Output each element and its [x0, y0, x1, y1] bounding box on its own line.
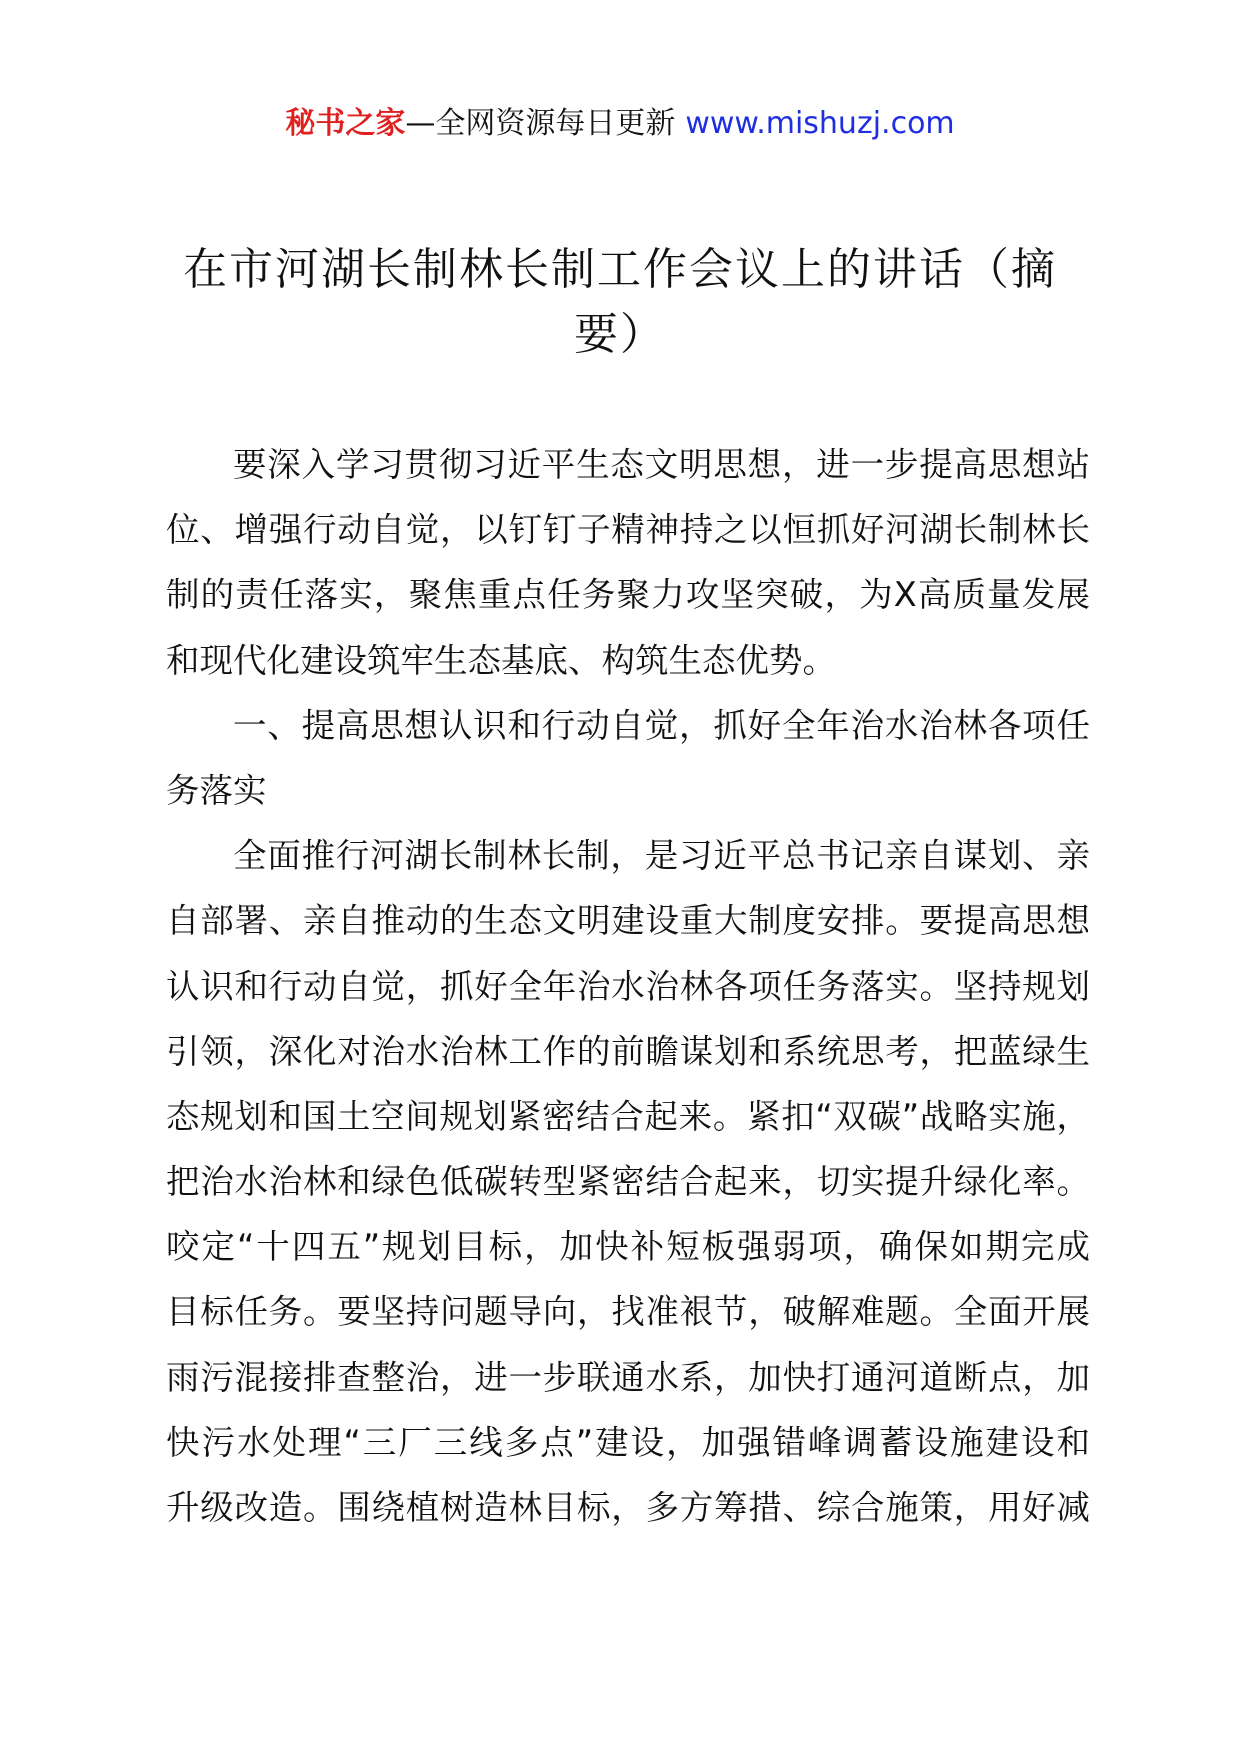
paragraph-3-line: 目标任务。要坚持问题导向，找准裉节，破解难题。全面开展: [166, 1292, 1090, 1332]
paragraph-3-line: 态规划和国土空间规划紧密结合起来。紧扣“双碳”战略实施，: [166, 1096, 1090, 1136]
site-brand: 秘书之家: [285, 106, 406, 141]
paragraph-1-line: 和现代化建设筑牢生态基底、构筑生态优势。: [166, 640, 836, 680]
paragraph-1-line: 位、增强行动自觉，以钉钉子精神持之以恒抓好河湖长制林长: [166, 510, 1090, 550]
paragraph-3-line: 引领，深化对治水治林工作的前瞻谋划和系统思考，把蓝绿生: [166, 1031, 1090, 1071]
title-line: 在市河湖长制林长制工作会议上的讲话（摘: [183, 244, 1057, 295]
paragraph-1-line: 制的责任落实，聚焦重点任务聚力攻坚突破，为X高质量发展: [166, 575, 1090, 615]
section-heading-line: 一、提高思想认识和行动自觉，抓好全年治水治林各项任: [233, 705, 1090, 745]
paragraph-3-line: 快污水处理“三厂三线多点”建设，加强错峰调蓄设施建设和: [166, 1422, 1090, 1462]
paragraph-3-line: 把治水治林和绿色低碳转型紧密结合起来，切实提升绿化率。: [166, 1162, 1090, 1202]
paragraph-3-line: 升级改造。围绕植树造林目标，多方筹措、综合施策，用好减: [166, 1488, 1090, 1527]
document-title: [100, 237, 1140, 367]
paragraph-3-line: 认识和行动自觉，抓好全年治水治林各项任务落实。坚持规划: [166, 966, 1090, 1006]
paragraph-3-line: 全面推行河湖长制林长制，是习近平总书记亲自谋划、亲: [233, 836, 1090, 876]
paragraph-1-line: 要深入学习贯彻习近平生态文明思想，进一步提高思想站: [233, 445, 1090, 484]
paragraph-3-line: 雨污混接排查整治，进一步联通水系，加快打通河道断点，加: [166, 1357, 1090, 1397]
title-line: 要）: [574, 309, 666, 360]
paragraph-3-line: 咬定“十四五”规划目标，加快补短板强弱项，确保如期完成: [166, 1227, 1090, 1267]
section-heading-line: 务落实: [166, 770, 267, 810]
site-url: www.mishuzj.com: [685, 106, 955, 141]
site-tagline: —全网资源每日更新: [405, 106, 676, 141]
site-header: [0, 104, 1240, 144]
document-body: [166, 432, 1090, 1540]
paragraph-3-line: 自部署、亲自推动的生态文明建设重大制度安排。要提高思想: [166, 901, 1090, 941]
